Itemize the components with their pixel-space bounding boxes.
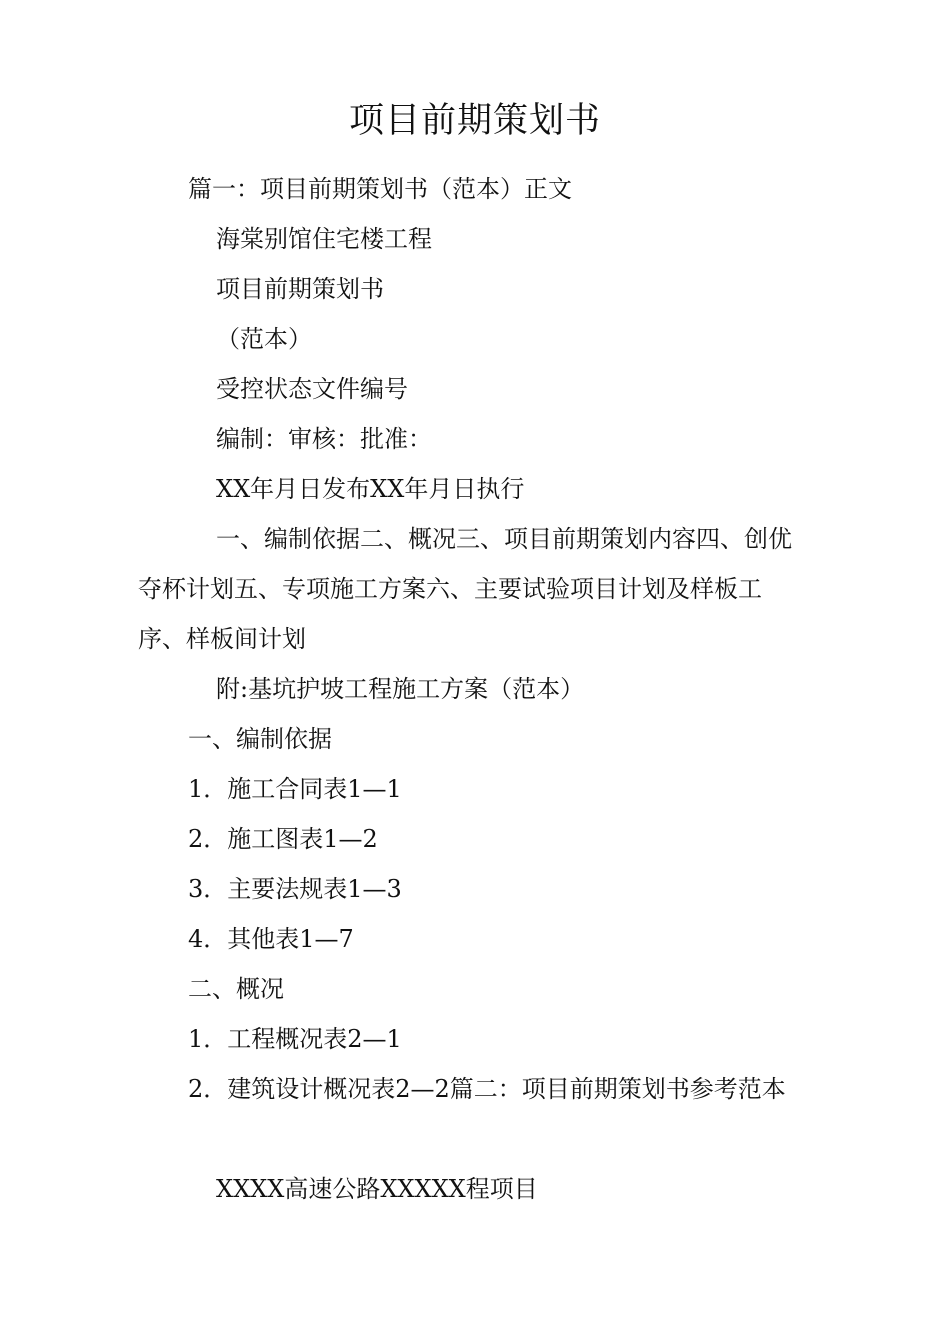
highway-project-line: XXXX高速公路XXXXX程项目	[216, 1175, 538, 1203]
contents-paragraph: 一、编制依据二、概况三、项目前期策划内容四、创优夺杯计划五、专项施工方案六、主要试验项目计划及样板工序、样板间计划	[138, 525, 792, 653]
template-note-line: （范本）	[216, 325, 312, 353]
list-item: 3．主要法规表1—3	[188, 875, 402, 903]
doc-name-line: 项目前期策划书	[216, 275, 384, 303]
list-item: 4．其他表1—7	[188, 925, 354, 953]
approval-line: 编制：审核：批准：	[216, 425, 432, 453]
list-item-with-part-two: 2．建筑设计概况表2—2篇二：项目前期策划书参考范本	[188, 1075, 786, 1103]
appendix-line: 附:基坑护坡工程施工方案（范本）	[216, 675, 585, 703]
list-item: 1．工程概况表2—1	[188, 1025, 402, 1053]
project-name-line: 海棠别馆住宅楼工程	[216, 225, 432, 253]
section-overview-heading: 二、概况	[188, 975, 284, 1003]
publish-date-line: XX年月日发布XX年月日执行	[216, 475, 525, 503]
document-title: 项目前期策划书	[348, 101, 601, 141]
control-number-line: 受控状态文件编号	[216, 375, 408, 403]
list-item: 2．施工图表1—2	[188, 825, 378, 853]
section-heading-part-one: 篇一：项目前期策划书（范本）正文	[188, 175, 572, 203]
section-basis-heading: 一、编制依据	[188, 725, 332, 753]
list-item: 1．施工合同表1—1	[188, 775, 402, 803]
